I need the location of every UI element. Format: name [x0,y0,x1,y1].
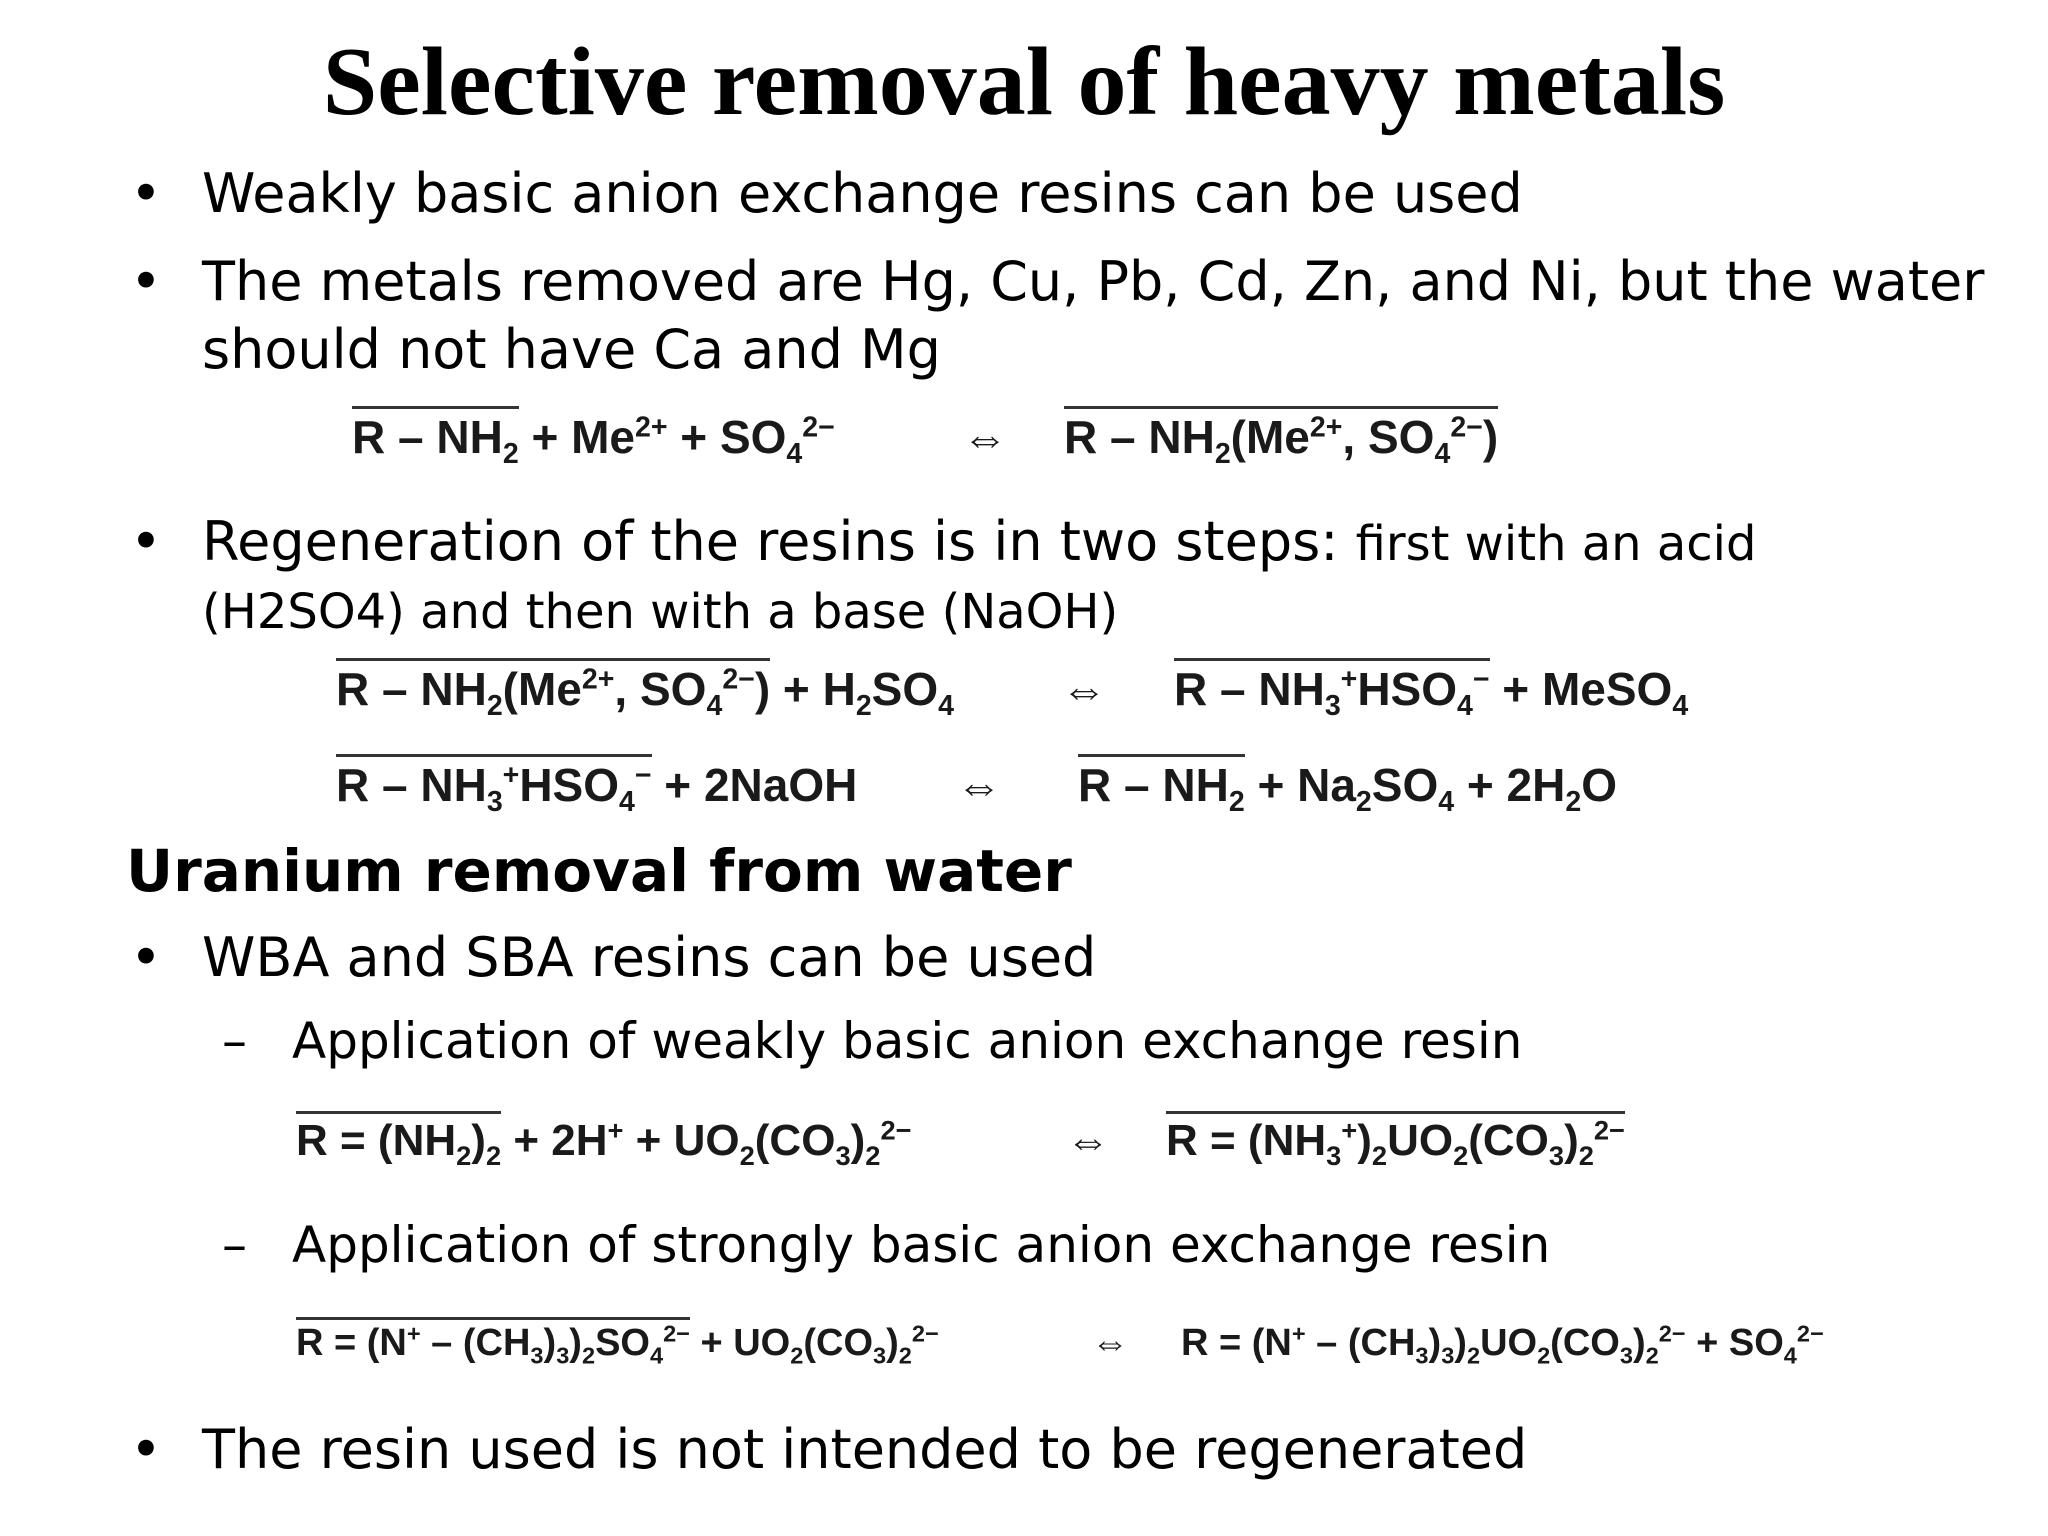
equation-arrow: ⇔ [1066,1116,1110,1165]
equation-1-rhs: R – $NH_2(Me^{2+}$, $SO_4^{2-}$) [1064,410,1498,464]
bullet-text-small: first with an acid [1355,516,1757,572]
bullet-regeneration [130,508,1988,578]
equation-4 [296,1116,1746,1176]
equation-arrow: ⇔ [1061,663,1107,715]
bullet-wba-sba [130,924,1988,992]
bullet-icon: • [130,162,162,225]
equation-5-rhs: $R = (N^+ - (CH_3)_3)_2UO_2(CO_3)_2^{2-} + SO_4^{2-}$ [1181,1320,1824,1369]
bullet-text [202,508,1988,578]
equation-2-rhs: R – $NH_3^+HSO_4^-$ + MeSO$_4$ [1174,662,1688,716]
bullet-icon: • [130,926,162,989]
sub-bullet-strongly-basic [222,1214,1988,1276]
equation-3-rhs: $R - NH_2 + Na_2SO_4 + 2H_2O$ [1078,758,1617,812]
bullet-text: (H2SO4) and then with a base (NaOH) [202,584,1119,640]
equation-1 [352,410,1552,470]
bullet-not-regenerated [130,1416,1988,1484]
sub-bullet-text: Application of strongly basic anion exchange resin [292,1216,1551,1274]
bullet-text-main: Regeneration of the resins is in two steps: [202,510,1356,573]
bullet-icon: • [130,510,162,573]
bullet-text: The resin used is not intended to be regenerated [202,1418,1528,1481]
equation-4-lhs: $R = (NH_2)_2 + 2H^+ + UO_2(CO_3)_2^{2-}$ [296,1116,912,1166]
equation-arrow: ⇔ [1091,1322,1129,1364]
dash-icon: – [222,1216,247,1274]
bullet-icon: • [130,250,162,313]
equation-5 [296,1322,1996,1382]
equation-5-lhs: $R = (N^+ - (CH_3)_3)_2SO_4^{2-} + UO_2(CO_3)_2^{2-}$ [296,1322,939,1365]
bullet-text: Weakly basic anion exchange resins can be used [202,162,1523,225]
bullet-regeneration-line2 [130,582,1988,642]
equation-2 [336,662,1736,722]
slide-title: Selective removal of heavy metals [322,28,1726,136]
sub-bullet-text: Application of weakly basic anion exchange resin [292,1012,1523,1070]
equation-3 [336,758,1736,818]
bullet-weakly-basic [130,160,1988,228]
section-heading: Uranium removal from water [126,837,1072,905]
equation-1-lhs: $R - NH_2 + Me^{2+} + SO_4^{2-}$ [352,410,835,464]
equation-3-lhs: R – $NH_3^+HSO_4^-$ + 2NaOH [336,758,857,812]
bullet-text: WBA and SBA resins can be used [202,926,1097,989]
bullet-metals-removed [130,248,1988,384]
equation-arrow: ⇔ [956,759,1002,811]
equation-2-lhs: R – $NH_2(Me^{2+}$, $SO_4^{2-}) + H_2SO_4$ [336,662,954,716]
equation-4-rhs: $R = (NH_3^+)_2UO_2(CO_3)_2^{2-}$ [1166,1116,1625,1166]
bullet-text: The metals removed are Hg, Cu, Pb, Cd, Zn, and Ni, but the water should not have Ca and Mg [202,250,1985,381]
equation-arrow: ⇔ [962,411,1008,463]
bullet-icon: • [130,1418,162,1481]
sub-bullet-weakly-basic [222,1010,1988,1072]
dash-icon: – [222,1012,247,1070]
